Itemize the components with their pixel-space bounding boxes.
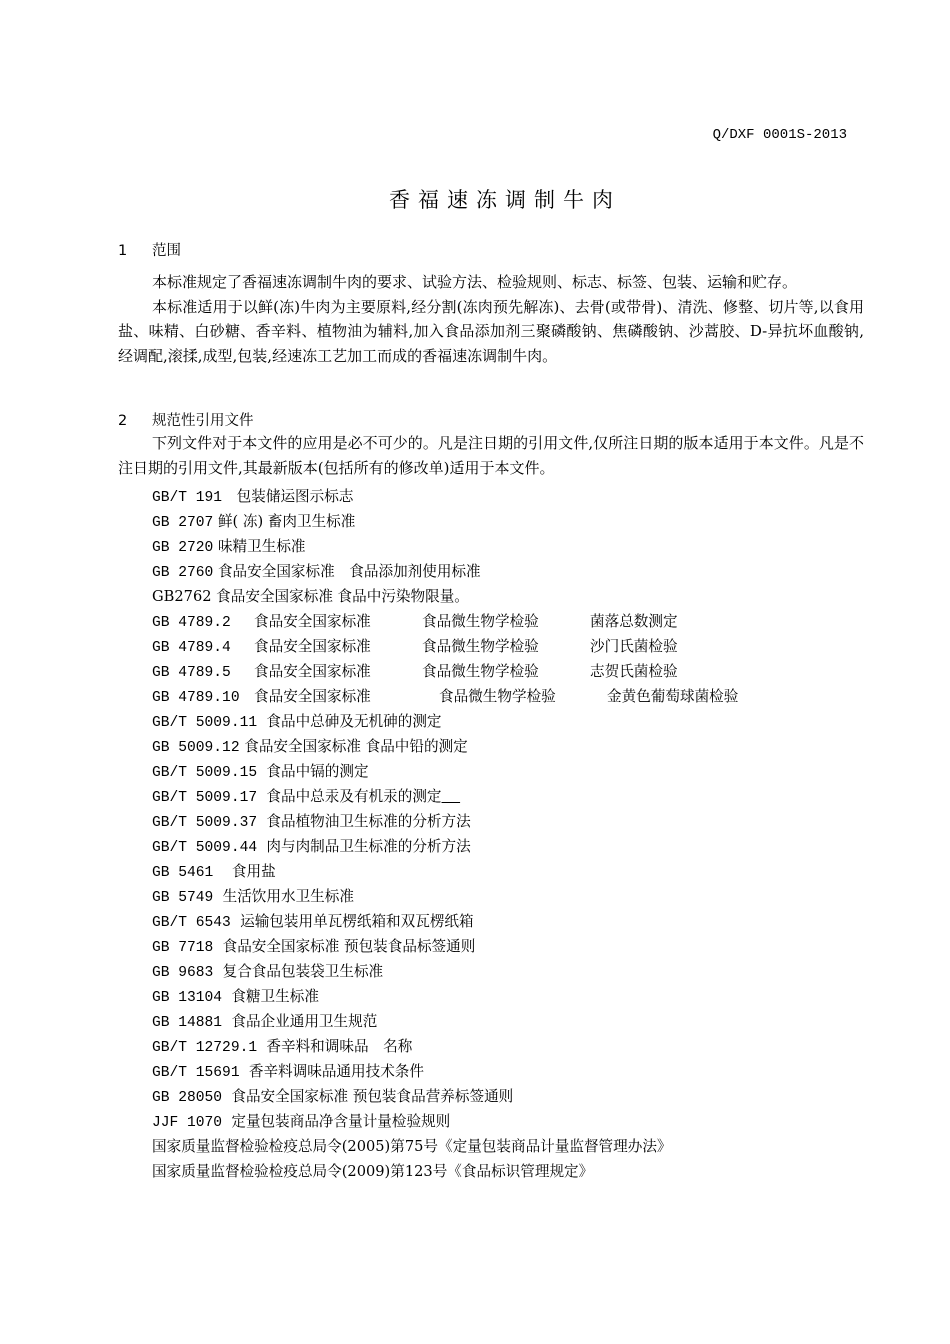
reference-item xyxy=(152,659,738,684)
reference-item xyxy=(152,609,738,634)
reference-part-c: 志贺氏菌检验 xyxy=(590,663,678,680)
reference-item xyxy=(152,509,738,534)
reference-item xyxy=(152,784,738,809)
reference-title: 香辛料和调味品 名称 xyxy=(266,1038,413,1055)
reference-title: 食品安全国家标准 预包装食品营养标签通则 xyxy=(231,1088,514,1105)
reference-title: 肉与肉制品卫生标准的分析方法 xyxy=(266,838,471,855)
reference-item xyxy=(152,1084,738,1109)
reference-title: 复合食品包装袋卫生标准 xyxy=(222,963,384,980)
reference-code: GB 2707 xyxy=(152,515,214,531)
reference-title: 鲜( 冻) 畜肉卫生标准 xyxy=(217,513,356,530)
reference-item xyxy=(152,1159,738,1184)
reference-code: GB 7718 xyxy=(152,940,214,956)
reference-item xyxy=(152,1109,738,1134)
reference-title: 食品中总汞及有机汞的测定 xyxy=(266,788,442,805)
reference-title: 香辛料调味品通用技术条件 xyxy=(248,1063,424,1080)
trailing-underline xyxy=(442,788,461,805)
reference-title: 包装储运图示标志 xyxy=(236,488,354,505)
reference-part-c: 沙门氏菌检验 xyxy=(590,638,678,655)
section-1-number: 1 xyxy=(118,243,128,259)
reference-code: GB 2720 xyxy=(152,540,214,556)
reference-part-a: 食品安全国家标准 xyxy=(254,638,371,655)
reference-part-a: 食品安全国家标准 xyxy=(254,688,371,705)
reference-item xyxy=(152,1134,738,1159)
reference-code: GB 4789.10 xyxy=(152,690,240,706)
reference-code: GB/T 12729.1 xyxy=(152,1040,258,1056)
reference-title: 味精卫生标准 xyxy=(217,538,306,555)
reference-item xyxy=(152,709,738,734)
reference-item xyxy=(152,534,738,559)
reference-code: GB 4789.2 xyxy=(152,615,231,631)
reference-title: 国家质量监督检验检疫总局令(2009)第123号《食品标识管理规定》 xyxy=(152,1163,594,1180)
reference-item xyxy=(152,684,738,709)
reference-title: 定量包装商品净含量计量检验规则 xyxy=(231,1113,451,1130)
reference-title: 食品安全国家标准 预包装食品标签通则 xyxy=(222,938,476,955)
reference-item xyxy=(152,734,738,759)
reference-title: 国家质量监督检验检疫总局令(2005)第75号《定量包装商品计量监督管理办法》 xyxy=(152,1138,672,1155)
reference-item xyxy=(152,834,738,859)
reference-item xyxy=(152,1059,738,1084)
reference-code: GB 5009.12 xyxy=(152,740,240,756)
reference-part-a: 食品安全国家标准 xyxy=(254,663,371,680)
reference-code: GB 9683 xyxy=(152,965,214,981)
reference-item xyxy=(152,759,738,784)
reference-code: GB/T 5009.17 xyxy=(152,790,258,806)
reference-code: GB 14881 xyxy=(152,1015,223,1031)
reference-title: 食品安全国家标准 食品添加剂使用标准 xyxy=(217,563,481,580)
reference-part-b: 食品微生物学检验 xyxy=(439,688,556,705)
section-2-title: 规范性引用文件 xyxy=(152,413,254,429)
reference-code: GB/T 5009.44 xyxy=(152,840,258,856)
reference-title: 食品中总砷及无机砷的测定 xyxy=(266,713,442,730)
reference-title: 食品安全国家标准 食品中污染物限量。 xyxy=(216,588,469,605)
reference-code: GB/T 5009.15 xyxy=(152,765,258,781)
reference-code: GB/T 5009.37 xyxy=(152,815,258,831)
reference-code: GB 2760 xyxy=(152,565,214,581)
section-1-title: 范围 xyxy=(152,243,181,259)
reference-code: GB 4789.4 xyxy=(152,640,231,656)
reference-part-b: 食品微生物学检验 xyxy=(422,613,539,630)
reference-code: GB/T 6543 xyxy=(152,915,231,931)
reference-title: 运输包装用单瓦楞纸箱和双瓦楞纸箱 xyxy=(240,913,474,930)
reference-title: 食用盐 xyxy=(231,863,276,880)
reference-title: 食品企业通用卫生规范 xyxy=(231,1013,378,1030)
reference-item xyxy=(152,484,738,509)
section-2-intro xyxy=(118,431,864,480)
section-2-heading xyxy=(118,409,254,430)
document-title: 香福速冻调制牛肉 xyxy=(389,188,621,212)
reference-item xyxy=(152,859,738,884)
reference-title: 食品中镉的测定 xyxy=(266,763,369,780)
reference-item xyxy=(152,984,738,1009)
reference-part-b: 食品微生物学检验 xyxy=(422,663,539,680)
section-1-paragraph: 本标准规定了香福速冻调制牛肉的要求、试验方法、检验规则、标志、标签、包装、运输和贮存。 xyxy=(152,273,798,291)
reference-code: GB2762 xyxy=(152,588,212,605)
reference-part-c: 金黄色葡萄球菌检验 xyxy=(607,688,739,705)
reference-code: GB 5461 xyxy=(152,865,214,881)
reference-item xyxy=(152,934,738,959)
reference-title: 生活饮用水卫生标准 xyxy=(222,888,354,905)
reference-title: 食糖卫生标准 xyxy=(231,988,319,1005)
document-code: Q/DXF 0001S-2013 xyxy=(712,127,847,143)
reference-code: GB 4789.5 xyxy=(152,665,231,681)
reference-item xyxy=(152,1009,738,1034)
reference-code: GB 28050 xyxy=(152,1090,223,1106)
reference-item xyxy=(152,884,738,909)
section-1-body xyxy=(118,270,864,368)
reference-item xyxy=(152,584,738,609)
section-1-paragraph: 本标准适用于以鲜(冻)牛肉为主要原料,经分割(冻肉预先解冻)、去骨(或带骨)、清洗、修整、切片等,以食用盐、味精、白砂糖、香辛料、植物油为辅料,加入食品添加剂三聚磷酸钠、焦磷酸钠、沙蒿胶、D-异抗坏血酸钠,经调配,滚揉,成型,包装,经速冻工艺加工而成的香福速冻调制牛肉。 xyxy=(118,297,864,365)
reference-item xyxy=(152,959,738,984)
reference-code: JJF 1070 xyxy=(152,1115,223,1131)
reference-part-c: 菌落总数测定 xyxy=(590,613,678,630)
reference-item xyxy=(152,909,738,934)
reference-code: GB/T 191 xyxy=(152,490,223,506)
reference-title: 食品安全国家标准 食品中铅的测定 xyxy=(244,738,468,755)
reference-code: GB/T 5009.11 xyxy=(152,715,258,731)
section-2-intro-text: 下列文件对于本文件的应用是必不可少的。凡是注日期的引用文件,仅所注日期的版本适用于本文件。凡是不注日期的引用文件,其最新版本(包括所有的修改单)适用于本文件。 xyxy=(118,434,864,477)
section-1-heading xyxy=(118,239,181,260)
reference-item xyxy=(152,1034,738,1059)
section-2-number: 2 xyxy=(118,413,128,429)
reference-title: 食品植物油卫生标准的分析方法 xyxy=(266,813,471,830)
reference-code: GB 5749 xyxy=(152,890,214,906)
reference-code: GB/T 15691 xyxy=(152,1065,240,1081)
reference-item xyxy=(152,559,738,584)
reference-list xyxy=(152,484,738,1184)
reference-part-b: 食品微生物学检验 xyxy=(422,638,539,655)
reference-part-a: 食品安全国家标准 xyxy=(254,613,371,630)
reference-item xyxy=(152,809,738,834)
reference-code: GB 13104 xyxy=(152,990,223,1006)
reference-item xyxy=(152,634,738,659)
